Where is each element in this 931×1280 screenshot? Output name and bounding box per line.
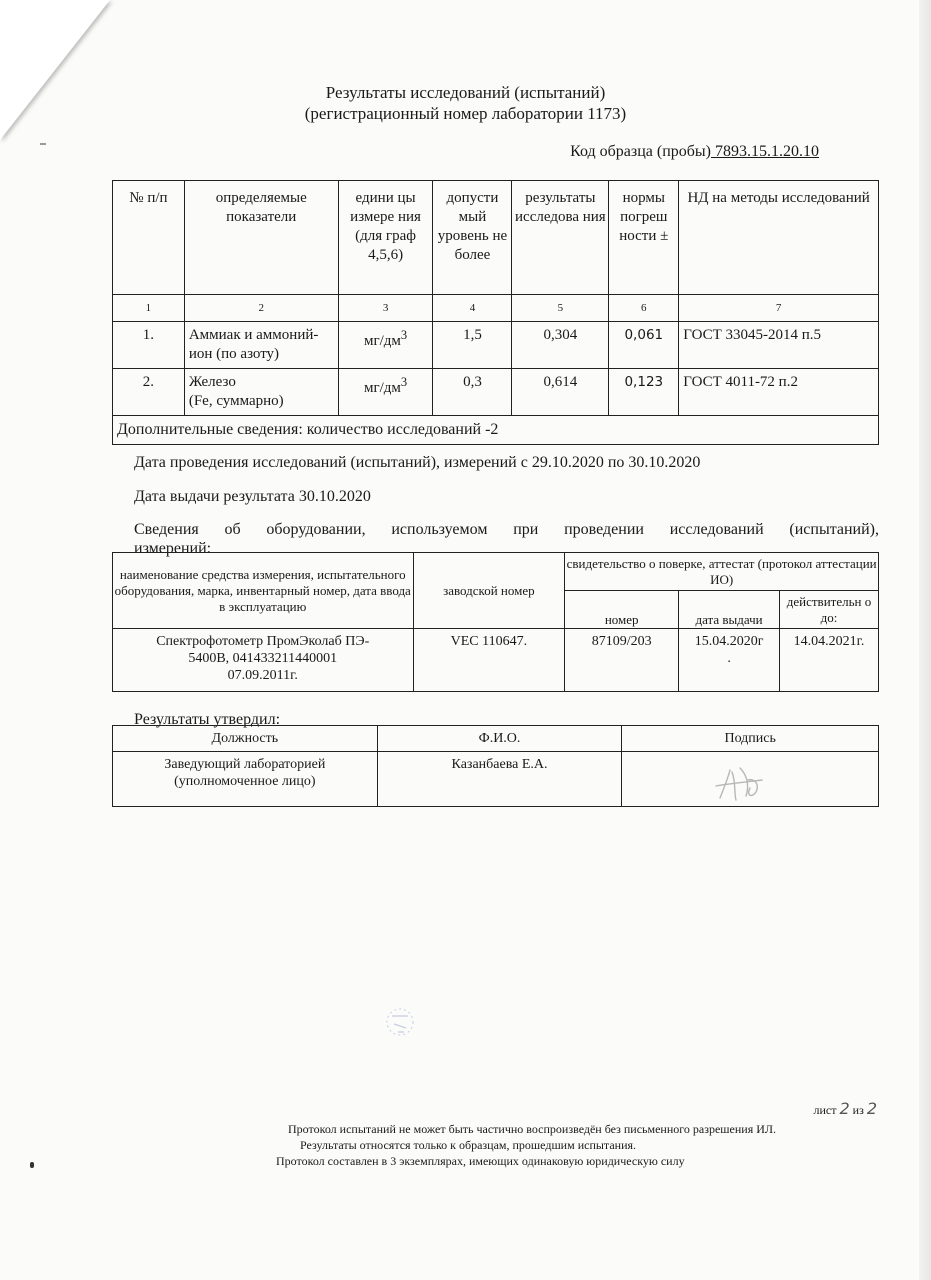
header-unit: едини цы измере ния (для граф 4,5,6) [338,181,433,295]
row-result: 0,304 [512,322,609,369]
equipment-cert-number: 87109/203 [565,629,679,692]
sample-code-value: 7893.15.1.20.10 [711,143,819,160]
table-row [113,369,879,416]
header-full-name: Ф.И.О. [377,726,622,752]
row-unit: $мг/дм^3$ [338,369,433,416]
column-number: 5 [512,295,609,322]
header-equipment-name: наименование средства измерения, испытательного оборудования, марка, инвентарный номер, дата ввода в эксплуатацию [113,553,414,629]
header-method: НД на методы исследований [679,181,879,295]
scan-speck [40,143,46,145]
footer-line-1: Протокол испытаний не может быть частично воспроизведён без письменного разрешения ИЛ. [288,1122,777,1136]
row-method: ГОСТ 33045-2014 п.5 [679,322,879,369]
equipment-serial: VEC 110647. [413,629,565,692]
row-unit: $мг/дм^3$ [338,322,433,369]
row-indicator: Железо (Fe, суммарно) [184,369,338,416]
table-row [113,322,879,369]
extra-info: Дополнительные сведения: количество исследований -2 [113,416,879,445]
equipment-intro-line-1: Сведения об оборудовании, используемом при проведении исследований (испытаний), [134,521,879,538]
title-line-2: (регистрационный номер лаборатории 1173) [304,104,627,123]
sheet-total: 2 [866,1099,877,1118]
header-serial: заводской номер [413,553,565,629]
table-row [113,629,879,692]
scan-dot [30,1162,34,1168]
sheet-counter: лист 2 из 2 [813,1099,877,1118]
sample-code [570,143,819,161]
results-table [112,180,879,445]
row-error: 0,123 [609,369,679,416]
header-result: результаты исследова ния [512,181,609,295]
header-cert-valid: действительн о до: [780,591,879,629]
equipment-table [112,552,879,692]
results-header-row [113,181,879,295]
equipment-cert-valid: 14.04.2021г. [780,629,879,692]
row-result: 0,614 [512,369,609,416]
sample-code-label: Код образца (пробы) [570,143,711,160]
column-number: 1 [113,295,185,322]
equipment-cert-issue: 15.04.2020г . [679,629,780,692]
header-indicator: определяемые показатели [184,181,338,295]
row-num: 2. [113,369,185,416]
header-error: нормы погреш ности ± [609,181,679,295]
issue-date: Дата выдачи результата 30.10.2020 [134,488,371,505]
signature-scribble [706,760,776,806]
title-line-1: Результаты исследований (испытаний) [325,83,606,102]
header-cert-issue: дата выдачи [679,591,780,629]
approval-header-row [113,726,879,752]
sheet-current: 2 [839,1099,850,1118]
testing-date: Дата проведения исследований (испытаний), измерений с 29.10.2020 по 30.10.2020 [134,454,701,471]
row-allowed: 0,3 [433,369,512,416]
row-method: ГОСТ 4011-72 п.2 [679,369,879,416]
equipment-header-row [113,553,879,591]
column-number: 3 [338,295,433,322]
column-number: 6 [609,295,679,322]
row-num: 1. [113,322,185,369]
extra-info-row [113,416,879,445]
header-position: Должность [113,726,378,752]
header-num: № п/п [113,181,185,295]
column-number-row [113,295,879,322]
header-certificate: свидетельство о поверке, аттестат (протокол аттестации ИО) [565,553,879,591]
approver-name: Казанбаева Е.А. [377,752,622,807]
header-signature: Подпись [622,726,879,752]
header-cert-number: номер [565,591,679,629]
column-number: 7 [679,295,879,322]
equipment-intro-line-2: измерений: [134,540,212,557]
column-number: 4 [433,295,512,322]
header-allowed: допусти мый уровень не более [433,181,512,295]
document-title [0,82,931,124]
row-error: 0,061 [609,322,679,369]
approver-position: Заведующий лабораторией (уполномоченное лицо) [113,752,378,807]
approval-label: Результаты утвердил: [134,711,281,728]
footer-line-3: Протокол составлен в 3 экземплярах, имеющих одинаковую юридическую силу [276,1154,685,1168]
row-allowed: 1,5 [433,322,512,369]
row-indicator: Аммиак и аммоний- ион (по азоту) [184,322,338,369]
page-edge-shadow [919,0,931,1280]
column-number: 2 [184,295,338,322]
footer-line-2: Результаты относятся только к образцам, прошедшим испытания. [300,1138,637,1152]
equipment-name: Спектрофотометр ПромЭколаб ПЭ- 5400В, 041433211440001 07.09.2011г. [113,629,414,692]
faint-stamp-mark [380,1002,420,1042]
